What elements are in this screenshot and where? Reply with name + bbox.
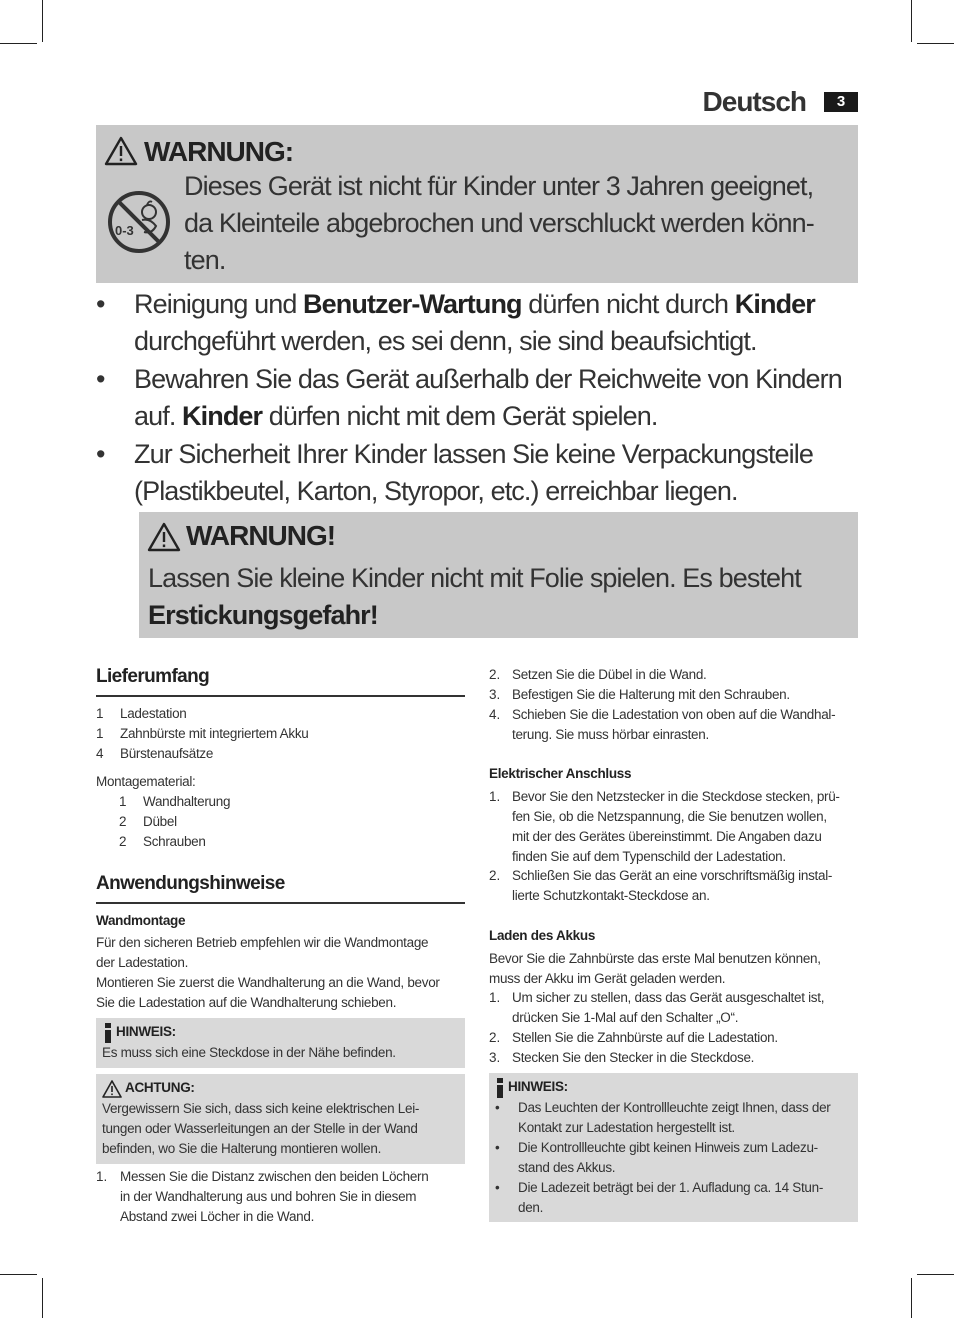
achtung-line: befinden, wo Sie die Halterung montieren wollen.: [102, 1141, 382, 1156]
hinweis-text: Es muss sich eine Steckdose in der Nähe befinden.: [102, 1045, 396, 1060]
step-line: Schieben Sie die Ladestation von oben auf die Wandhal-: [512, 707, 836, 722]
heading-rule: [96, 902, 465, 904]
step-line: Messen Sie die Distanz zwischen den beiden Löchern: [120, 1169, 429, 1184]
hinweis-title: HINWEIS:: [116, 1024, 176, 1039]
step-line: Um sicher zu stellen, dass das Gerät ausgeschaltet ist,: [512, 990, 825, 1005]
paragraph-line: muss der Akku im Gerät geladen werden.: [489, 971, 726, 986]
list-item: Schrauben: [143, 834, 206, 849]
language-label: Deutsch: [702, 86, 806, 117]
crop-mark: [911, 0, 912, 42]
hinweis-bullet-line: stand des Akkus.: [518, 1160, 616, 1175]
warning-triangle-icon: [104, 136, 138, 171]
list-item: Wandhalterung: [143, 794, 231, 809]
achtung-line: Vergewissern Sie sich, dass sich keine elektrischen Lei-: [102, 1101, 420, 1116]
step-line: lierte Schutzkontakt-Steckdose an.: [512, 888, 710, 903]
warning-title: WARNUNG:: [144, 136, 294, 167]
step-line: Setzen Sie die Dübel in die Wand.: [512, 667, 707, 682]
age-badge-label: 0-3: [115, 223, 134, 238]
montage-label: Montagematerial:: [96, 774, 196, 789]
list-item: Dübel: [143, 814, 177, 829]
step-line: drücken Sie 1-Mal auf den Schalter „O“.: [512, 1010, 739, 1025]
paragraph-line: Sie die Ladestation auf die Wandhalterung schieben.: [96, 995, 397, 1010]
warning-title: WARNUNG!: [186, 520, 336, 551]
subheading-elektrisch: Elektrischer Anschluss: [489, 766, 632, 781]
step-line: terung. Sie muss hörbar einrasten.: [512, 727, 709, 742]
section-heading-anwendung: Anwendungshinweise: [96, 873, 285, 894]
step-line: Abstand zwei Löcher in die Wand.: [120, 1209, 315, 1224]
step-line: in der Wandhalterung aus und bohren Sie in diesem: [120, 1189, 417, 1204]
hinweis-title: HINWEIS:: [508, 1079, 568, 1094]
paragraph-line: Montieren Sie zuerst die Wandhalterung an die Wand, bevor: [96, 975, 440, 990]
achtung-title: ACHTUNG:: [125, 1080, 195, 1095]
page-number: 3: [824, 92, 858, 112]
crop-mark: [42, 1278, 43, 1318]
paragraph-line: Für den sicheren Betrieb empfehlen wir die Wandmontage: [96, 935, 429, 950]
crop-mark: [0, 43, 37, 44]
hinweis-bullet-line: Die Ladezeit beträgt bei der 1. Aufladung ca. 14 Stun-: [518, 1180, 824, 1195]
hinweis-bullet-line: den.: [518, 1200, 544, 1215]
hinweis-bullet-line: Das Leuchten der Kontrollleuchte zeigt Ihnen, dass der: [518, 1100, 831, 1115]
paragraph-line: Bevor Sie die Zahnbürste das erste Mal benutzen können,: [489, 951, 821, 966]
crop-mark: [42, 0, 43, 42]
heading-rule: [96, 695, 465, 697]
warning-text: Lassen Sie kleine Kinder nicht mit Folie spielen. Es besteht Erstickungsgefahr!: [148, 563, 801, 630]
list-item: Bürstenaufsätze: [120, 746, 214, 761]
section-heading-lieferumfang: Lieferumfang: [96, 666, 210, 687]
step-line: Befestigen Sie die Halterung mit den Schrauben.: [512, 687, 790, 702]
hinweis-bullet-line: Die Kontrollleuchte gibt keinen Hinweis zum Ladezu-: [518, 1140, 818, 1155]
crop-mark: [0, 1274, 37, 1275]
crop-mark: [917, 1274, 954, 1275]
step-line: Stecken Sie den Stecker in die Steckdose.: [512, 1050, 755, 1065]
crop-mark: [911, 1278, 912, 1318]
list-item: Zahnbürste mit integriertem Akku: [120, 726, 309, 741]
hinweis-bullet-line: Kontakt zur Ladestation hergestellt ist.: [518, 1120, 735, 1135]
list-item: Ladestation: [120, 706, 187, 721]
step-line: fen Sie, ob die Netzspannung, die Sie benutzen wollen,: [512, 809, 827, 824]
subheading-wandmontage: Wandmontage: [96, 913, 186, 928]
step-line: Bevor Sie den Netzstecker in die Steckdose stecken, prü-: [512, 789, 840, 804]
achtung-line: tungen oder Wasserleitungen an der Stelle in der Wand: [102, 1121, 418, 1136]
step-line: finden Sie auf dem Typenschild der Ladestation.: [512, 849, 786, 864]
warning-text: Dieses Gerät ist nicht für Kinder unter 3 Jahren geeignet, da Kleinteile abgebrochen und verschluckt werden könn- ten.: [184, 171, 814, 275]
crop-mark: [917, 43, 954, 44]
warning-triangle-icon: [147, 522, 181, 557]
paragraph-line: der Ladestation.: [96, 955, 189, 970]
subheading-laden: Laden des Akkus: [489, 928, 596, 943]
step-line: Schließen Sie das Gerät an eine vorschriftsmäßig instal-: [512, 868, 833, 883]
step-line: mit der des Gerätes übereinstimmt. Die Angaben dazu: [512, 829, 822, 844]
no-children-under-3-icon: [107, 190, 171, 259]
step-line: Stellen Sie die Zahnbürste auf die Ladestation.: [512, 1030, 778, 1045]
